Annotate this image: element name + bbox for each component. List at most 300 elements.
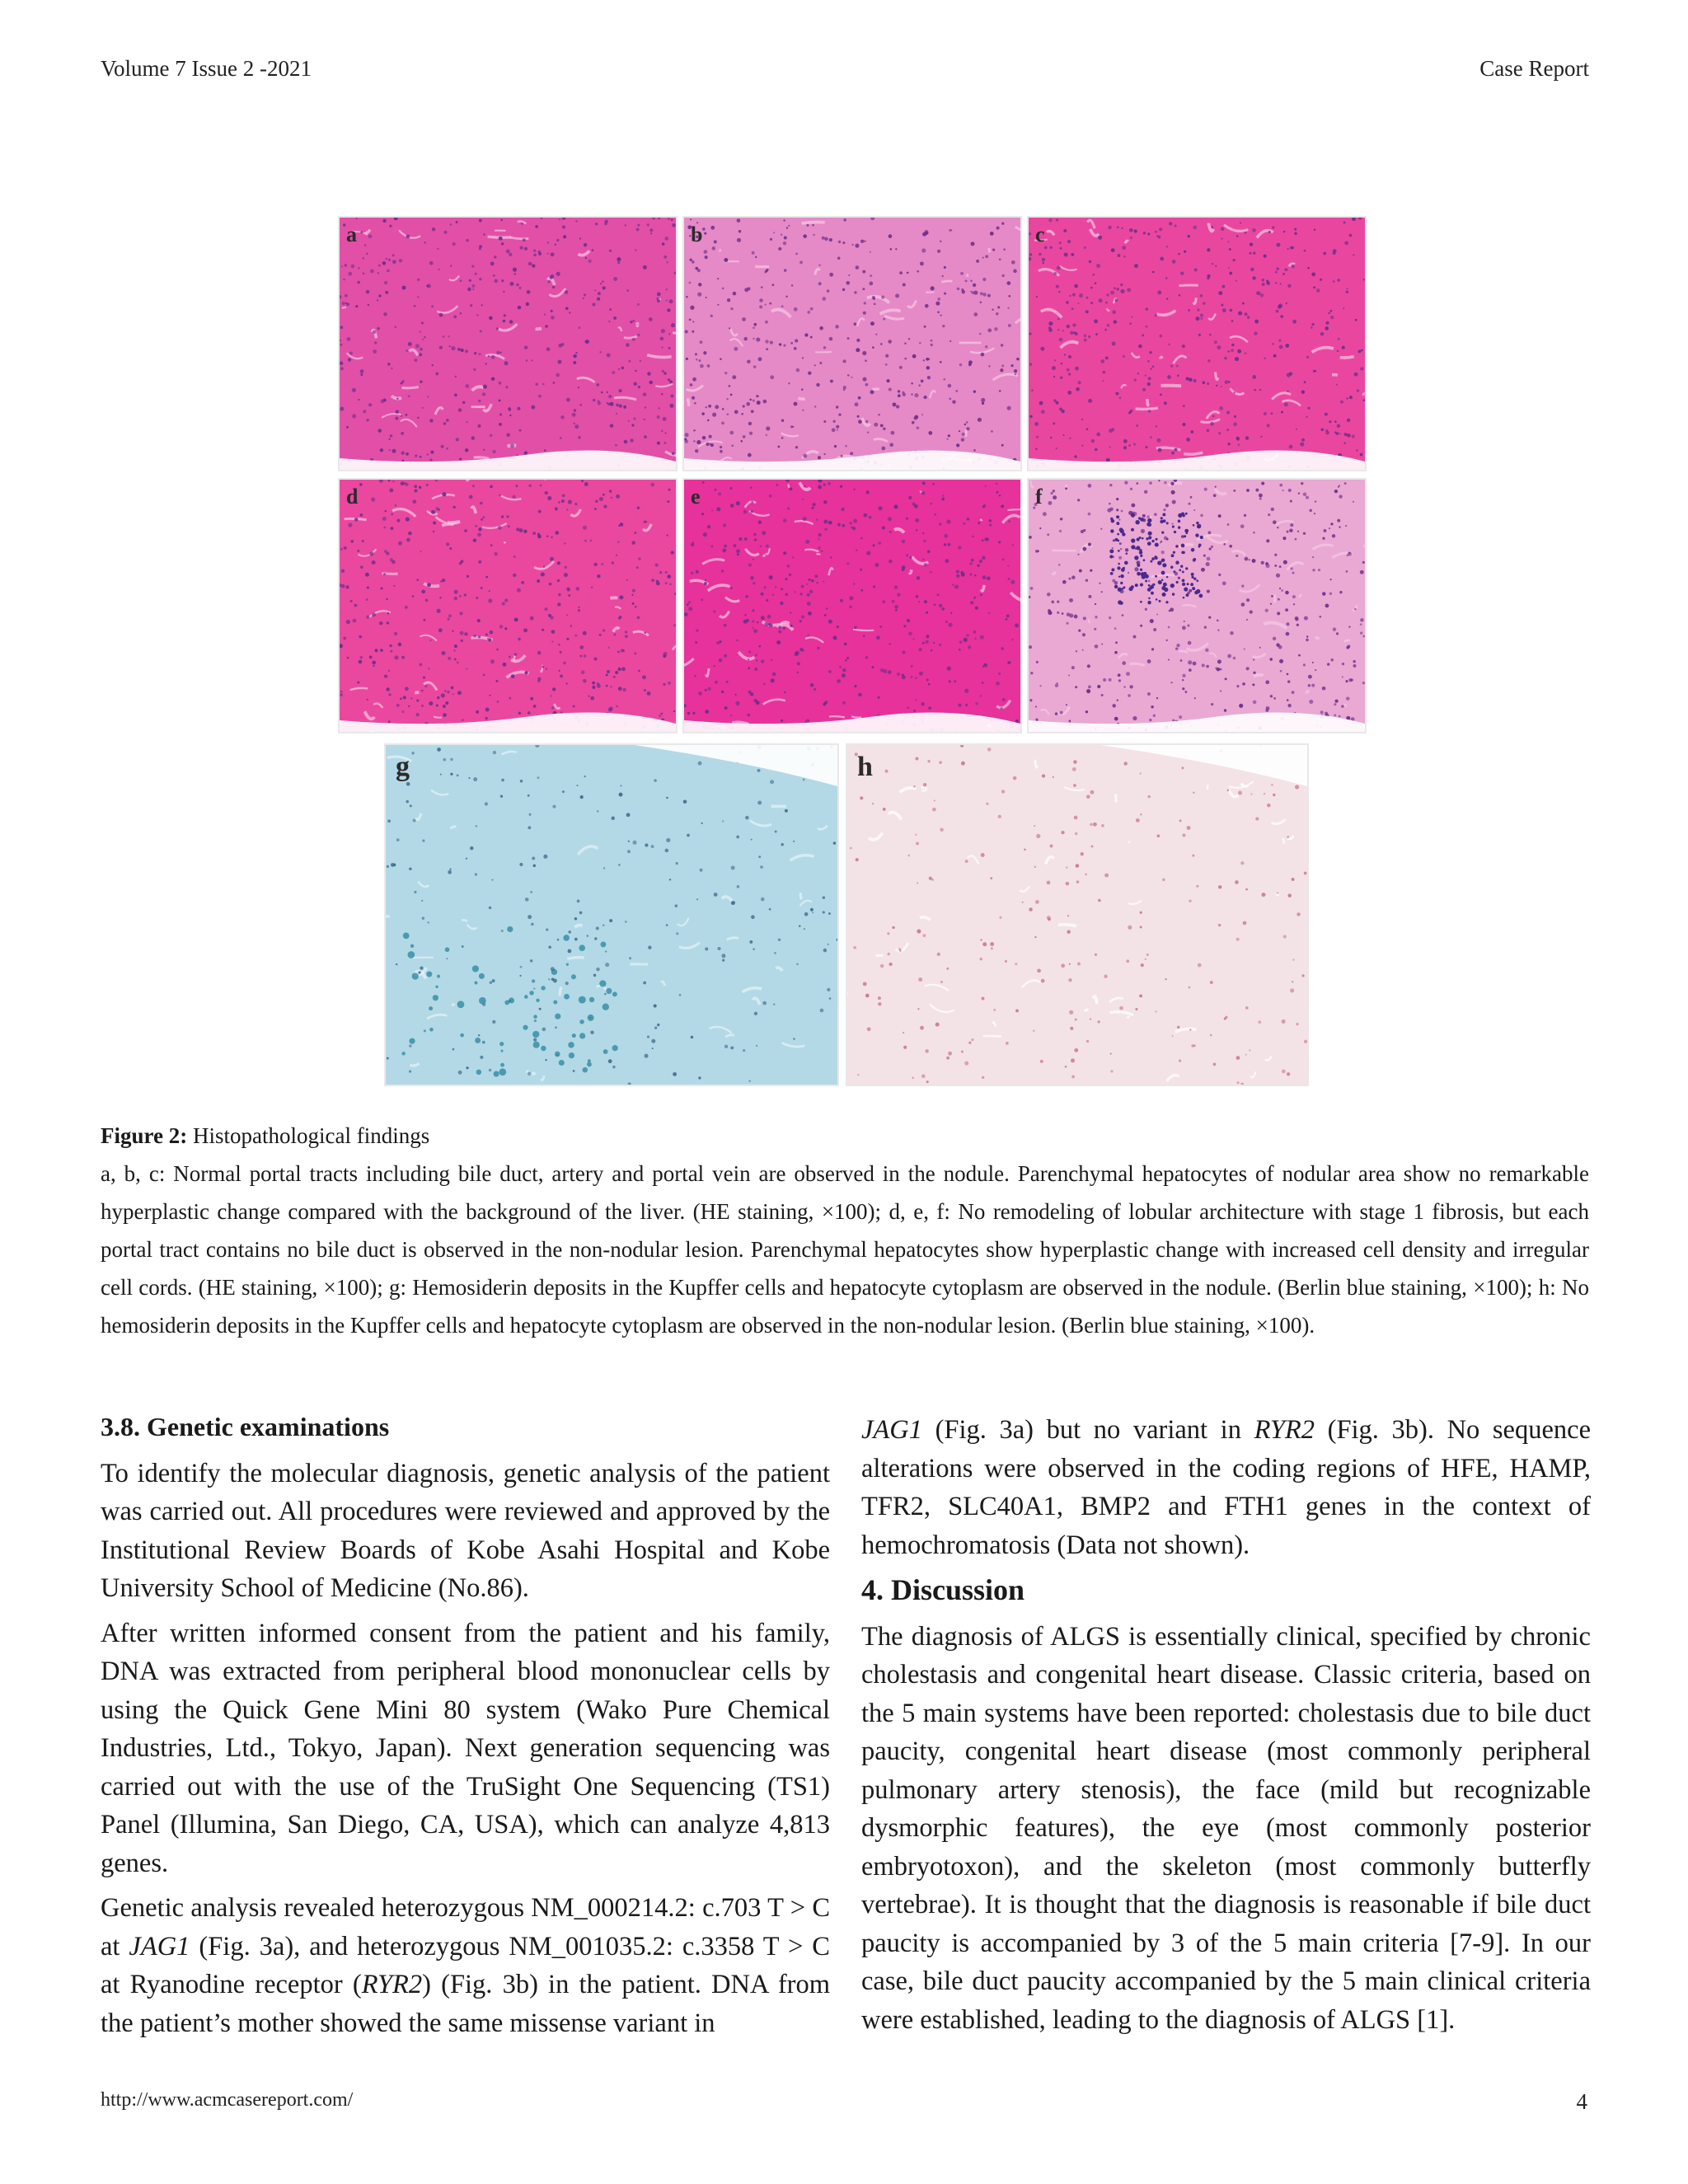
cell-nucleus — [1056, 448, 1057, 449]
cell-nucleus — [545, 491, 548, 494]
inflammatory-cell — [1111, 568, 1114, 571]
cell-nucleus — [1322, 537, 1325, 540]
cell-nucleus — [662, 370, 664, 373]
sinusoid — [847, 993, 848, 994]
cell-nucleus — [1255, 817, 1259, 820]
cell-nucleus — [667, 574, 671, 579]
cell-nucleus — [1031, 389, 1034, 391]
cell-nucleus — [1008, 520, 1010, 523]
cell-nucleus — [883, 669, 887, 673]
cell-nucleus — [572, 413, 576, 417]
cell-nucleus — [1311, 323, 1314, 326]
cell-nucleus — [563, 235, 566, 238]
cell-nucleus — [771, 659, 772, 661]
cell-nucleus — [480, 1056, 483, 1059]
cell-nucleus — [779, 343, 781, 345]
cell-nucleus — [435, 373, 438, 376]
cell-nucleus — [1325, 413, 1328, 416]
cell-nucleus — [1050, 437, 1053, 439]
cell-nucleus — [675, 904, 678, 907]
cell-nucleus — [476, 314, 479, 316]
cell-nucleus — [551, 310, 553, 312]
cell-nucleus — [510, 443, 514, 448]
cell-nucleus — [663, 255, 667, 259]
cell-nucleus — [1098, 899, 1101, 902]
cell-nucleus — [427, 284, 431, 288]
cell-nucleus — [666, 924, 668, 926]
cell-nucleus — [432, 227, 435, 231]
cell-nucleus — [1193, 1045, 1196, 1047]
cell-nucleus — [588, 696, 590, 697]
cell-nucleus — [1062, 330, 1064, 331]
inflammatory-cell — [1196, 522, 1198, 524]
cell-nucleus — [671, 323, 675, 327]
cell-nucleus — [626, 343, 630, 347]
cell-nucleus — [1122, 246, 1126, 250]
hemosiderin-deposit — [564, 994, 570, 1000]
cell-nucleus — [533, 1038, 537, 1041]
hemosiderin-deposit — [606, 988, 612, 994]
cell-nucleus — [890, 248, 893, 251]
cell-nucleus — [568, 930, 571, 934]
hemosiderin-deposit — [475, 1038, 481, 1043]
cell-nucleus — [1122, 227, 1123, 229]
cell-nucleus — [1074, 615, 1078, 619]
cell-nucleus — [1053, 272, 1057, 275]
cell-nucleus — [1226, 429, 1229, 431]
cell-nucleus — [685, 330, 688, 333]
sinusoid — [1207, 785, 1208, 789]
cell-nucleus — [1066, 301, 1069, 304]
cell-nucleus — [1325, 321, 1329, 325]
cell-nucleus — [802, 410, 804, 411]
cell-nucleus — [1085, 874, 1087, 876]
cell-nucleus — [1273, 354, 1277, 358]
cell-nucleus — [419, 486, 421, 489]
cell-nucleus — [769, 575, 773, 579]
cell-nucleus — [548, 946, 551, 949]
cell-nucleus — [466, 668, 467, 669]
cell-nucleus — [1098, 1020, 1100, 1023]
cell-nucleus — [340, 691, 342, 692]
cell-nucleus — [939, 761, 942, 764]
cell-nucleus — [415, 359, 418, 362]
cell-nucleus — [1149, 351, 1151, 354]
cell-nucleus — [1116, 509, 1118, 511]
cell-nucleus — [448, 614, 452, 617]
cell-nucleus — [975, 702, 978, 705]
cell-nucleus — [743, 1049, 745, 1052]
cell-nucleus — [1071, 575, 1075, 579]
cell-nucleus — [1236, 685, 1239, 687]
cell-nucleus — [471, 265, 474, 268]
cell-nucleus — [417, 296, 419, 298]
cell-nucleus — [590, 1030, 593, 1033]
cell-nucleus — [1241, 585, 1244, 588]
cell-nucleus — [751, 501, 753, 504]
cell-nucleus — [615, 444, 617, 446]
cell-nucleus — [873, 585, 875, 588]
cell-nucleus — [718, 492, 721, 495]
cell-nucleus — [1295, 785, 1299, 789]
cell-nucleus — [515, 485, 518, 487]
cell-nucleus — [874, 563, 879, 567]
cell-nucleus — [1056, 284, 1059, 288]
cell-nucleus — [911, 393, 912, 395]
cell-nucleus — [618, 687, 622, 691]
cell-nucleus — [828, 482, 830, 485]
cell-nucleus — [752, 621, 754, 623]
cell-nucleus — [1048, 321, 1053, 326]
cell-nucleus — [837, 523, 841, 527]
cell-nucleus — [1219, 406, 1223, 410]
cell-nucleus — [368, 403, 372, 406]
cell-nucleus — [441, 651, 445, 655]
cell-nucleus — [574, 938, 578, 941]
cell-nucleus — [448, 870, 452, 874]
cell-nucleus — [1276, 643, 1279, 646]
cell-nucleus — [902, 540, 906, 544]
cell-nucleus — [1228, 241, 1230, 242]
inflammatory-cell — [1157, 560, 1161, 565]
cell-nucleus — [421, 590, 425, 594]
cell-nucleus — [551, 274, 555, 279]
cell-nucleus — [557, 561, 560, 565]
cell-nucleus — [585, 257, 587, 259]
cell-nucleus — [794, 347, 797, 350]
cell-nucleus — [710, 315, 713, 317]
cell-nucleus — [412, 752, 415, 754]
cell-nucleus — [902, 673, 905, 677]
cell-nucleus — [1338, 338, 1340, 340]
cell-nucleus — [635, 606, 636, 607]
cell-nucleus — [1237, 1081, 1240, 1084]
cell-nucleus — [401, 656, 405, 659]
cell-nucleus — [427, 396, 429, 397]
cell-nucleus — [562, 790, 565, 793]
cell-nucleus — [440, 774, 442, 776]
cell-nucleus — [1282, 537, 1286, 540]
inflammatory-cell — [1193, 558, 1197, 561]
cell-nucleus — [1182, 626, 1186, 630]
cell-nucleus — [1074, 816, 1078, 820]
cell-nucleus — [730, 715, 732, 716]
cell-nucleus — [695, 641, 697, 644]
cell-nucleus — [596, 968, 599, 971]
panel-b-label: b — [691, 223, 703, 246]
cell-nucleus — [1039, 401, 1043, 405]
cell-nucleus — [1151, 705, 1154, 709]
cell-nucleus — [364, 244, 367, 246]
cell-nucleus — [546, 668, 547, 669]
cell-nucleus — [644, 435, 647, 438]
inflammatory-cell — [1124, 561, 1128, 565]
cell-nucleus — [676, 862, 678, 865]
cell-nucleus — [1362, 561, 1365, 564]
cell-nucleus — [1270, 695, 1273, 697]
cell-nucleus — [763, 400, 767, 404]
cell-nucleus — [903, 650, 906, 654]
cell-nucleus — [556, 239, 559, 241]
cell-nucleus — [511, 674, 515, 678]
cell-nucleus — [366, 253, 368, 255]
cell-nucleus — [668, 682, 671, 685]
cell-nucleus — [795, 339, 798, 342]
cell-nucleus — [1211, 226, 1213, 228]
cell-nucleus — [979, 333, 982, 335]
cell-nucleus — [773, 232, 775, 233]
cell-nucleus — [438, 628, 443, 632]
tissue-background — [684, 480, 1020, 732]
cell-nucleus — [454, 590, 458, 594]
cell-nucleus — [1118, 556, 1122, 560]
cell-nucleus — [1095, 448, 1098, 452]
cell-nucleus — [823, 346, 826, 349]
cell-nucleus — [737, 885, 739, 888]
cell-nucleus — [1125, 548, 1128, 551]
cell-nucleus — [1221, 238, 1223, 240]
cell-nucleus — [503, 291, 504, 293]
cell-nucleus — [944, 266, 946, 269]
cell-nucleus — [462, 945, 464, 948]
cell-nucleus — [1069, 720, 1071, 723]
cell-nucleus — [574, 503, 577, 505]
cell-nucleus — [833, 420, 836, 423]
cell-nucleus — [912, 421, 915, 424]
cell-nucleus — [1147, 232, 1150, 235]
cell-nucleus — [649, 317, 653, 321]
cell-nucleus — [420, 456, 422, 458]
cell-nucleus — [394, 326, 396, 328]
cell-nucleus — [1194, 268, 1198, 271]
cell-nucleus — [830, 556, 832, 558]
cell-nucleus — [966, 421, 968, 424]
cell-nucleus — [632, 338, 635, 341]
cell-nucleus — [1297, 531, 1299, 532]
cell-nucleus — [823, 911, 825, 913]
hemosiderin-deposit — [401, 1052, 405, 1055]
cell-nucleus — [452, 630, 453, 632]
cell-nucleus — [1010, 364, 1013, 367]
cell-nucleus — [949, 623, 953, 627]
cell-nucleus — [383, 399, 387, 402]
cell-nucleus — [692, 377, 696, 382]
cell-nucleus — [1287, 248, 1288, 250]
cell-nucleus — [800, 593, 803, 595]
cell-nucleus — [1192, 855, 1194, 857]
cell-nucleus — [889, 234, 893, 238]
cell-nucleus — [450, 758, 452, 761]
cell-nucleus — [942, 494, 944, 496]
inflammatory-cell — [1142, 574, 1146, 579]
cell-nucleus — [898, 390, 900, 392]
cell-nucleus — [360, 231, 363, 233]
cell-nucleus — [1110, 1053, 1112, 1055]
cell-nucleus — [751, 915, 755, 919]
cell-nucleus — [609, 490, 612, 493]
cell-nucleus — [1002, 274, 1005, 277]
cell-nucleus — [885, 770, 889, 773]
cell-nucleus — [1272, 227, 1274, 229]
inflammatory-cell — [1116, 515, 1119, 518]
cell-nucleus — [539, 1008, 542, 1010]
inflammatory-cell — [1118, 567, 1120, 569]
cell-nucleus — [465, 448, 468, 452]
cell-nucleus — [988, 365, 990, 367]
cell-nucleus — [661, 430, 663, 432]
cell-nucleus — [427, 583, 431, 587]
cell-nucleus — [858, 396, 861, 400]
cell-nucleus — [568, 949, 572, 954]
cell-nucleus — [555, 508, 558, 511]
cell-nucleus — [454, 649, 456, 651]
cell-nucleus — [721, 691, 724, 693]
cell-nucleus — [1245, 1054, 1247, 1056]
cell-nucleus — [1137, 373, 1139, 374]
cell-nucleus — [917, 1008, 919, 1010]
cell-nucleus — [470, 846, 473, 850]
cell-nucleus — [413, 818, 416, 822]
cell-nucleus — [1047, 533, 1049, 536]
cell-nucleus — [949, 398, 951, 401]
cell-nucleus — [592, 302, 595, 306]
cell-nucleus — [431, 305, 434, 307]
cell-nucleus — [1294, 228, 1296, 231]
cell-nucleus — [1287, 893, 1292, 898]
cell-nucleus — [564, 573, 568, 577]
cell-nucleus — [991, 947, 993, 949]
cell-nucleus — [657, 415, 660, 419]
cell-nucleus — [926, 358, 929, 361]
cell-nucleus — [353, 619, 357, 623]
cell-nucleus — [790, 625, 793, 627]
cell-nucleus — [606, 674, 608, 677]
cell-nucleus — [980, 635, 984, 640]
cell-nucleus — [579, 912, 583, 915]
cell-nucleus — [573, 361, 576, 364]
cell-nucleus — [1228, 381, 1231, 383]
cell-nucleus — [707, 419, 710, 422]
cell-nucleus — [1325, 712, 1328, 715]
cell-nucleus — [1145, 958, 1146, 960]
cell-nucleus — [841, 455, 843, 457]
cell-nucleus — [890, 431, 894, 435]
cell-nucleus — [574, 917, 577, 920]
sinusoid — [1066, 485, 1067, 487]
gene-jag1: JAG1 — [129, 1931, 190, 1961]
cell-nucleus — [444, 690, 447, 692]
cell-nucleus — [1271, 412, 1273, 415]
cell-nucleus — [917, 270, 919, 273]
cell-nucleus — [543, 566, 545, 568]
cell-nucleus — [808, 579, 810, 581]
cell-nucleus — [855, 402, 859, 406]
cell-nucleus — [1042, 258, 1045, 261]
cell-nucleus — [794, 402, 798, 406]
cell-nucleus — [690, 383, 693, 387]
cell-nucleus — [1154, 513, 1156, 516]
cell-nucleus — [792, 556, 794, 558]
hemosiderin-deposit — [541, 1046, 546, 1051]
cell-nucleus — [620, 785, 621, 786]
cell-nucleus — [1349, 234, 1353, 237]
cell-nucleus — [528, 794, 530, 797]
cell-nucleus — [735, 701, 739, 705]
hemosiderin-deposit — [555, 1052, 560, 1057]
paragraph-discussion: The diagnosis of ALGS is essentially clinical, specified by chronic cholestasis and congenital heart disease. Classic criteria, based on the 5 main systems have been reported: cholestasis due to bile duct paucity, congenital heart disease (most commonly peripheral pulmonary artery stenosis), the face (mild but recognizable dysmorphic features), the eye (most commonly posterior embryotoxon), and the skeleton (most commonly butterfly vertebrae). It is thought that the diagnosis is reasonable if bile duct paucity is accompanied by 3 of the 5 main criteria [7-9]. In our case, bile duct paucity accompanied by the 5 main clinical criteria were established, leading to the diagnosis of ALGS [1]. — [861, 1621, 1591, 2035]
cell-nucleus — [753, 326, 755, 329]
cell-nucleus — [557, 939, 560, 941]
cell-nucleus — [1245, 557, 1249, 561]
cell-nucleus — [730, 1046, 734, 1049]
cell-nucleus — [1252, 559, 1256, 563]
cell-nucleus — [1058, 291, 1061, 293]
cell-nucleus — [1217, 630, 1219, 631]
cell-nucleus — [504, 627, 507, 630]
cell-nucleus — [1245, 436, 1249, 439]
cell-nucleus — [368, 304, 369, 306]
cell-nucleus — [402, 286, 406, 290]
cell-nucleus — [807, 602, 811, 606]
cell-nucleus — [601, 563, 603, 565]
cell-nucleus — [405, 606, 408, 609]
cell-nucleus — [932, 879, 934, 880]
cell-nucleus — [1182, 344, 1185, 348]
cell-nucleus — [579, 645, 584, 649]
cell-nucleus — [666, 261, 668, 263]
cell-nucleus — [1282, 490, 1284, 491]
cell-nucleus — [1341, 705, 1343, 707]
cell-nucleus — [804, 928, 805, 930]
cell-nucleus — [711, 509, 713, 511]
cell-nucleus — [923, 540, 926, 542]
cell-nucleus — [1186, 438, 1190, 442]
cell-nucleus — [621, 668, 626, 672]
cell-nucleus — [441, 445, 444, 448]
cell-nucleus — [1218, 924, 1221, 926]
cell-nucleus — [375, 649, 378, 652]
cell-nucleus — [1306, 496, 1309, 499]
cell-nucleus — [490, 262, 495, 266]
cell-nucleus — [1052, 366, 1056, 370]
cell-nucleus — [466, 239, 469, 242]
cell-nucleus — [473, 777, 477, 781]
inflammatory-cell — [1122, 532, 1125, 536]
cell-nucleus — [1115, 641, 1118, 644]
cell-nucleus — [1006, 281, 1010, 285]
cell-nucleus — [792, 426, 794, 428]
hemosiderin-deposit — [523, 1025, 528, 1030]
cell-nucleus — [706, 443, 709, 446]
footer-url: http://www.acmcasereport.com/ — [101, 2089, 354, 2111]
cell-nucleus — [822, 237, 825, 240]
right-column — [861, 1411, 1591, 2046]
cell-nucleus — [611, 817, 615, 821]
inflammatory-cell — [1187, 583, 1189, 585]
cell-nucleus — [1057, 329, 1060, 331]
cell-nucleus — [757, 801, 762, 805]
inflammatory-cell — [1110, 572, 1114, 575]
cell-nucleus — [542, 1028, 546, 1032]
cell-nucleus — [1034, 866, 1036, 868]
cell-nucleus — [1041, 410, 1045, 414]
panel-h-label: h — [857, 752, 873, 782]
cell-nucleus — [396, 410, 399, 413]
cell-nucleus — [982, 539, 984, 541]
cell-nucleus — [1279, 565, 1282, 568]
cell-nucleus — [1183, 405, 1185, 407]
cell-nucleus — [607, 403, 611, 406]
